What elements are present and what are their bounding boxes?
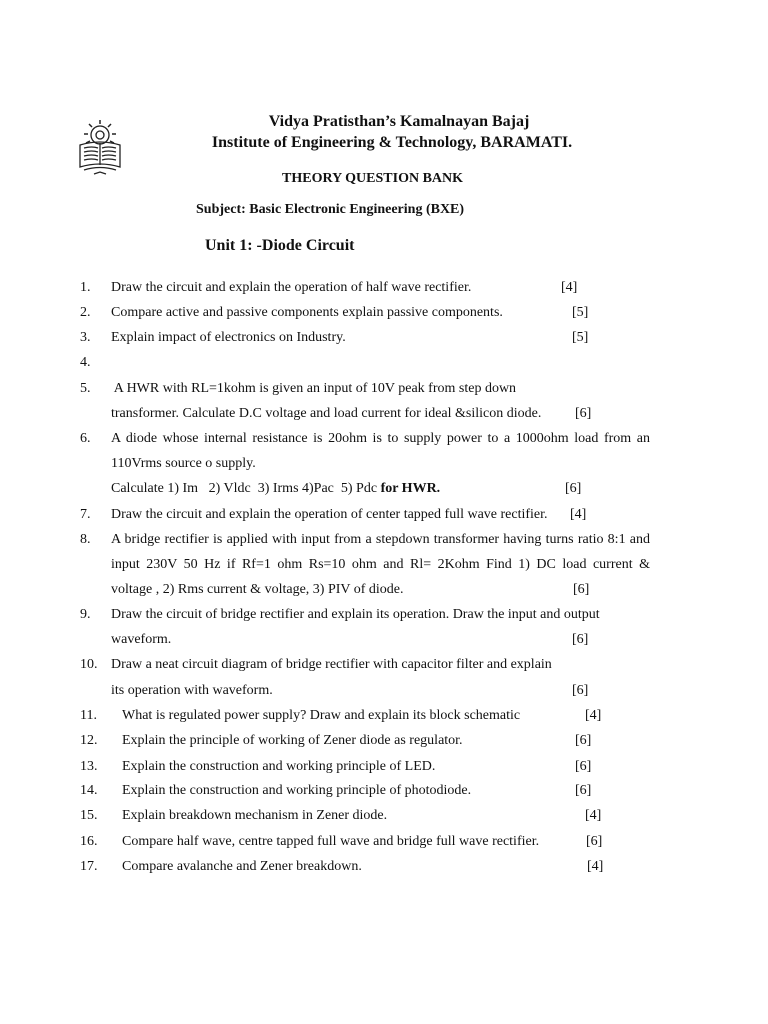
- question-number: 4.: [80, 355, 91, 370]
- question-number: 10.: [80, 657, 98, 672]
- question-number: 12.: [80, 733, 98, 748]
- institute-name-line2: Institute of Engineering & Technology, BARAMATI.: [211, 134, 573, 151]
- institute-name-line1: Vidya Pratisthan’s Kamalnayan Bajaj: [268, 113, 530, 130]
- question-text: voltage , 2) Rms current & voltage, 3) PIV of diode.: [111, 582, 404, 597]
- question-text: [111, 481, 440, 497]
- question-text: A HWR with RL=1kohm is given an input of 10V peak from step down: [111, 381, 517, 396]
- question-number: 17.: [80, 859, 98, 874]
- question-marks: [6]: [575, 406, 592, 421]
- question-marks: [5]: [572, 330, 589, 345]
- question-text: Explain the principle of working of Zener diode as regulator.: [122, 733, 463, 748]
- question-text: 110Vrms source o supply.: [111, 456, 256, 471]
- document-title: THEORY QUESTION BANK: [282, 171, 464, 186]
- question-text: Explain impact of electronics on Industry.: [111, 330, 346, 345]
- question-number: 5.: [80, 381, 91, 396]
- question-text: Explain the construction and working principle of LED.: [122, 759, 436, 774]
- question-text: Draw a neat circuit diagram of bridge rectifier with capacitor filter and explain: [111, 657, 552, 672]
- subject-line: Subject: Basic Electronic Engineering (BXE): [196, 202, 465, 217]
- question-text: waveform.: [111, 632, 172, 647]
- question-number: 6.: [80, 431, 91, 446]
- question-number: 14.: [80, 783, 98, 798]
- question-marks: [6]: [575, 733, 592, 748]
- question-text: What is regulated power supply? Draw and explain its block schematic: [122, 708, 521, 723]
- question-marks: [6]: [575, 783, 592, 798]
- question-number: 7.: [80, 507, 91, 522]
- question-text: Compare active and passive components explain passive components.: [111, 305, 503, 320]
- question-text: Explain the construction and working principle of photodiode.: [122, 783, 472, 798]
- question-text: A bridge rectifier is applied with input from a stepdown transformer having turns ratio 8:1 and: [111, 532, 650, 547]
- question-text: transformer. Calculate D.C voltage and load current for ideal &silicon diode.: [111, 406, 542, 421]
- question-number: 2.: [80, 305, 91, 320]
- question-marks: [4]: [585, 808, 602, 823]
- question-text: Draw the circuit of bridge rectifier and explain its operation. Draw the input and output: [111, 607, 600, 622]
- question-marks: [6]: [572, 683, 589, 698]
- question-number: 3.: [80, 330, 91, 345]
- question-text: Explain breakdown mechanism in Zener diode.: [122, 808, 388, 823]
- question-number: 1.: [80, 280, 91, 295]
- question-text: Draw the circuit and explain the operation of center tapped full wave rectifier.: [111, 507, 548, 522]
- question-marks: [5]: [572, 305, 589, 320]
- question-marks: [6]: [586, 834, 603, 849]
- question-text-bold: for HWR.: [380, 481, 441, 496]
- question-marks: [4]: [570, 507, 587, 522]
- question-text-part: Calculate 1) Im 2) Vldc 3) Irms 4)Pac 5) Pdc: [111, 481, 381, 496]
- question-marks: [4]: [585, 708, 602, 723]
- question-marks: [6]: [573, 582, 590, 597]
- question-number: 8.: [80, 532, 91, 547]
- question-number: 16.: [80, 834, 98, 849]
- question-number: 11.: [80, 708, 97, 723]
- question-number: 15.: [80, 808, 98, 823]
- question-text: Compare avalanche and Zener breakdown.: [122, 859, 362, 874]
- question-text: A diode whose internal resistance is 20ohm is to supply power to a 1000ohm load from an: [111, 431, 650, 446]
- question-marks: [4]: [587, 859, 604, 874]
- question-text: Compare half wave, centre tapped full wave and bridge full wave rectifier.: [122, 834, 540, 849]
- question-marks: [4]: [561, 280, 578, 295]
- unit-heading: Unit 1: -Diode Circuit: [205, 237, 355, 254]
- question-marks: [6]: [572, 632, 589, 647]
- question-text: its operation with waveform.: [111, 683, 273, 698]
- question-text: input 230V 50 Hz if Rf=1 ohm Rs=10 ohm and Rl= 2Kohm Find 1) DC load current &: [111, 557, 650, 572]
- question-number: 9.: [80, 607, 91, 622]
- question-number: 13.: [80, 759, 98, 774]
- question-marks: [6]: [575, 759, 592, 774]
- question-marks: [6]: [565, 481, 582, 496]
- question-text: Draw the circuit and explain the operation of half wave rectifier.: [111, 280, 472, 295]
